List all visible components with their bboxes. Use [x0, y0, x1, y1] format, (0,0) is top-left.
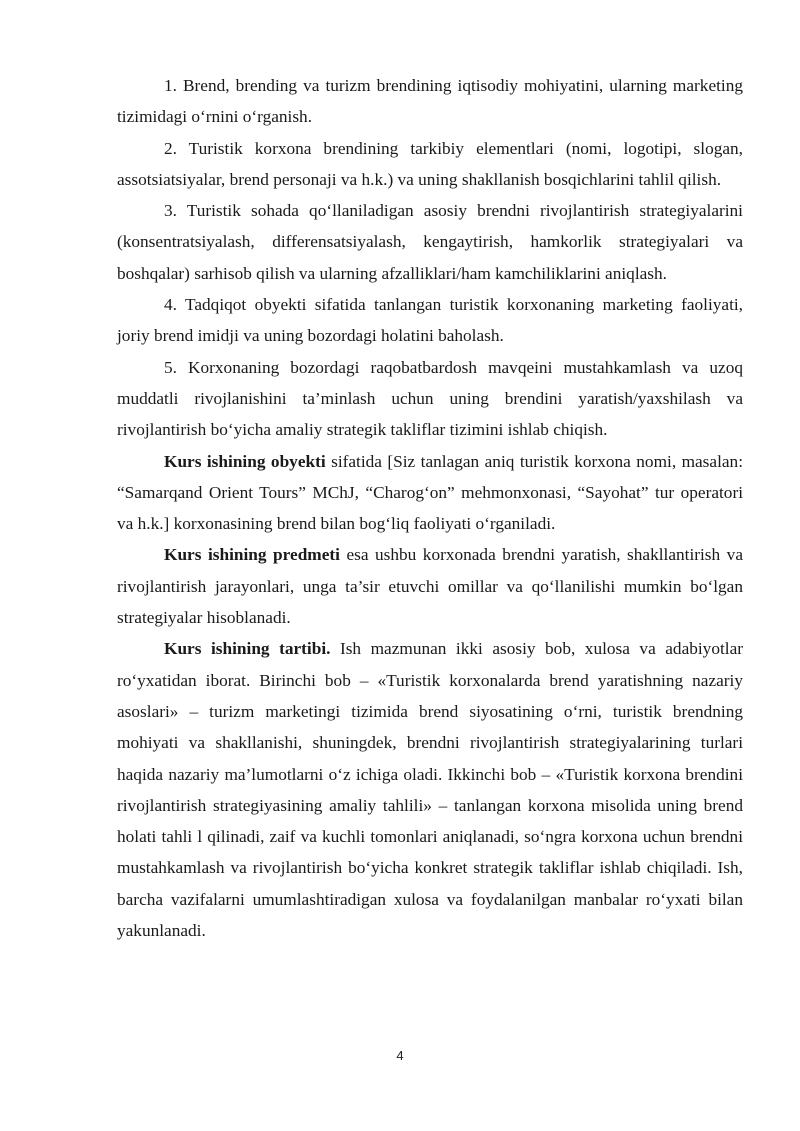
object-label: Kurs ishining obyekti — [164, 451, 326, 471]
object-text: sifatida [Siz tanlagan aniq turistik korxona nomi, masalan: “Samarqand Orient Tours” MChJ, “Charog‘on” mehmonxonasi, “Sayohat” tur operatori va h.k.] korxonasining brend bilan bog‘liq faoliyati o‘rganiladi. — [117, 451, 743, 534]
task-item-3: 3. Turistik sohada qo‘llaniladigan asosiy brendni rivojlantirish strategiyalarini (konsentratsiyalash, differensatsiyalash, kengaytirish, hamkorlik strategiyalari va boshqalar) sarhisob qilish va ularning afzalliklari/ham kamchiliklarini aniqlash. — [117, 201, 743, 283]
subject-label: Kurs ishining predmeti — [164, 545, 340, 565]
object-paragraph — [117, 446, 743, 540]
structure-label: Kurs ishining tartibi. — [164, 639, 331, 659]
page-body — [117, 70, 743, 946]
task-item-4: 4. Tadqiqot obyekti sifatida tanlangan turistik korxonaning marketing faoliyati, joriy brend imidji va uning bozordagi holatini baholash. — [117, 295, 743, 346]
task-item-5: 5. Korxonaning bozordagi raqobatbardosh mavqeini mustahkamlash va uzoq muddatli rivojlanishini ta’minlash uchun uning brendini yaratish/yaxshilash va rivojlantirish bo‘yicha amaliy strategik takliflar tizimini ishlab chiqish. — [117, 357, 743, 440]
task-item-2: 2. Turistik korxona brendining tarkibiy elementlari (nomi, logotipi, slogan, assotsiatsiyalar, brend personaji va h.k.) va uning shakllanish bosqichlarini tahlil qilish. — [117, 138, 743, 189]
page-number: 4 — [396, 1048, 404, 1063]
structure-text: Ish mazmunan ikki asosiy bob, xulosa va adabiyotlar ro‘yxatidan iborat. Birinchi bob – «Turistik korxonalarda brend yaratishning nazariy asoslari» – turizm marketingi tizimida brend siyosatining o‘rni, turistik brendning mohiyati va shakllanishi, shuningdek, brendni rivojlantirish strategiyalarining turlari haqida nazariy ma’lumotlarni o‘z ichiga oladi. Ikkinchi bob – «Turistik korxona brendini rivojlantirish strategiyasining amaliy tahlili» – tanlangan korxona misolida uning brend holati tahli l qilinadi, zaif va kuchli tomonlari aniqlanadi, so‘ngra korxona uchun brendni mustahkamlash va rivojlantirish bo‘yicha konkret strategik takliflar ishlab chiqiladi. Ish, barcha vazifalarni umumlashtiradigan xulosa va foydalanilgan manbalar ro‘yxati bilan yakunlanadi. — [117, 639, 743, 941]
structure-paragraph — [117, 633, 743, 946]
subject-text: esa ushbu korxonada brendni yaratish, shakllantirish va rivojlantirish jarayonlari, unga ta’sir etuvchi omillar va qo‘llanilishi mumkin bo‘lgan strategiyalar hisoblanadi. — [117, 545, 743, 628]
task-item-1: 1. Brend, brending va turizm brendining iqtisodiy mohiyatini, ularning marketing tizimidagi o‘rnini o‘rganish. — [117, 76, 743, 127]
subject-paragraph — [117, 539, 743, 633]
